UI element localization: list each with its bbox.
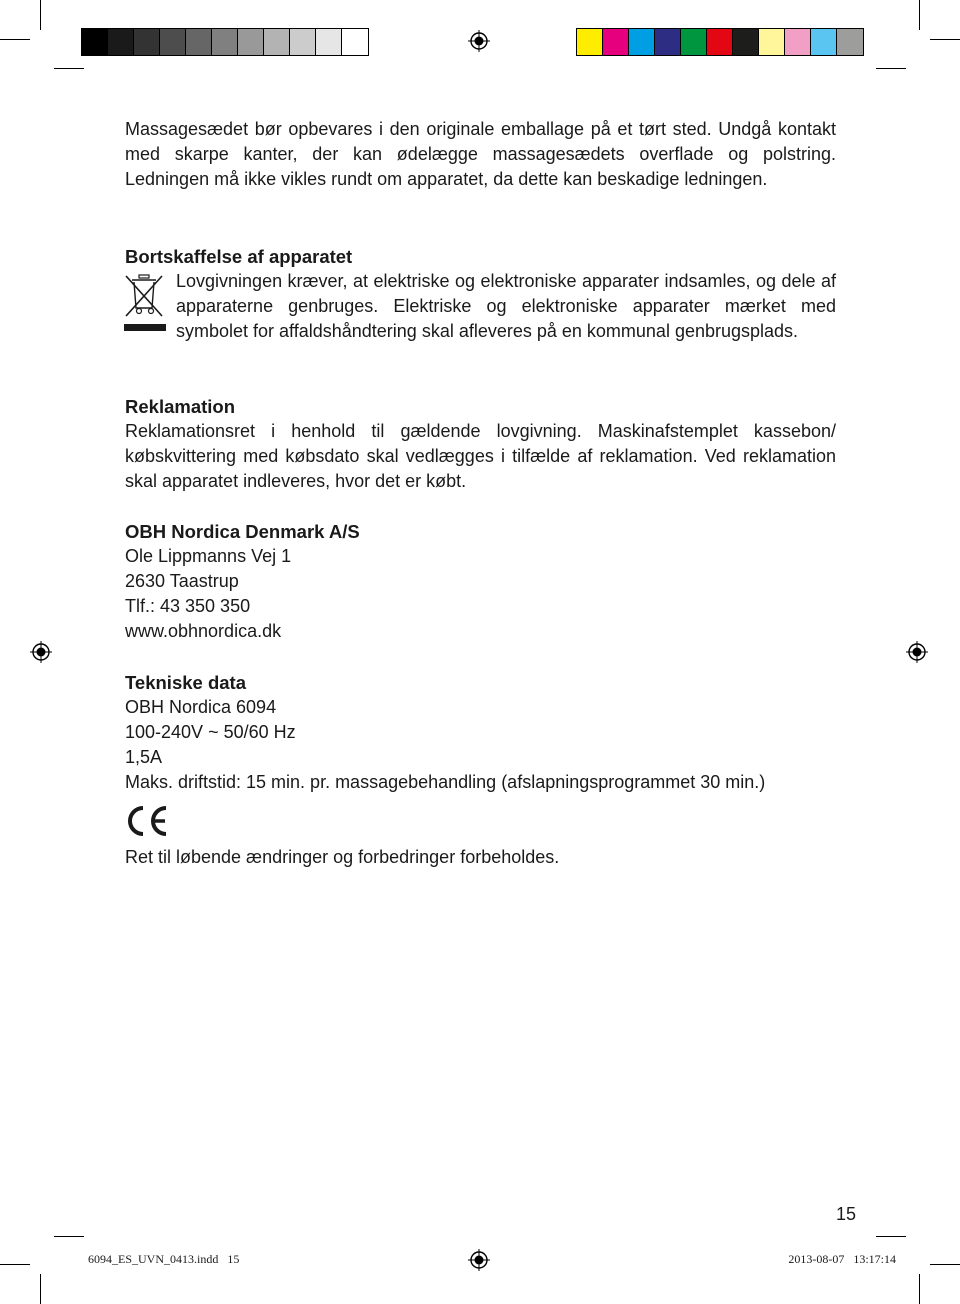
color-swatch (82, 29, 108, 55)
color-swatch (655, 29, 681, 55)
crop-mark (930, 39, 960, 40)
disclaimer: Ret til løbende ændringer og forbedringer forbeholdes. (125, 847, 560, 867)
crop-mark (876, 1236, 906, 1237)
color-swatch (186, 29, 212, 55)
color-swatch (134, 29, 160, 55)
company-name: OBH Nordica Denmark A/S (125, 521, 360, 542)
crop-mark (930, 1264, 960, 1265)
color-swatch (811, 29, 837, 55)
color-swatch (629, 29, 655, 55)
grayscale-color-bar (81, 28, 369, 56)
crop-mark (876, 68, 906, 69)
slug-timestamp: 2013-08-07 13:17:14 (788, 1252, 896, 1266)
company-website: www.obhnordica.dk (125, 621, 282, 641)
specs-current: 1,5A (125, 747, 163, 767)
color-swatch (681, 29, 707, 55)
specs-voltage: 100-240V ~ 50/60 Hz (125, 722, 296, 742)
color-swatch (108, 29, 134, 55)
company-city: 2630 Taastrup (125, 571, 239, 591)
disposal-paragraph: Lovgivningen kræver, at elektriske og elektroniske apparater indsamles, og dele af apparaterne genbruges. Elektriske og elektroniske apparater mærket med symbolet for affaldshåndtering skal afleveres på en kommunal genbrugsplads. (176, 271, 836, 341)
crop-mark (40, 1274, 41, 1304)
color-swatch (264, 29, 290, 55)
warranty-paragraph: Reklamationsret i henhold til gældende lovgivning. Maskinafstemplet kassebon/ købskvittering med købsdato skal vedlægges i tilfælde af reklamation. Ved reklamation skal apparatet indleveres, hvor det er købt. (125, 421, 836, 491)
color-swatch (290, 29, 316, 55)
color-swatch (316, 29, 342, 55)
process-color-bar (576, 28, 864, 56)
registration-mark-icon (30, 641, 52, 663)
color-swatch (238, 29, 264, 55)
weee-crossed-bin-icon (124, 272, 168, 334)
specs-heading: Tekniske data (125, 672, 246, 693)
specs-runtime: Maks. driftstid: 15 min. pr. massagebehandling (afslapningsprogrammet 30 min.) (125, 772, 766, 792)
registration-mark-icon (468, 30, 490, 52)
crop-mark (0, 1264, 30, 1265)
color-swatch (759, 29, 785, 55)
company-contact (125, 519, 836, 644)
color-swatch (837, 29, 863, 55)
crop-mark (54, 68, 84, 69)
slug-filename: 6094_ES_UVN_0413.indd 15 (88, 1252, 240, 1266)
storage-paragraph: Massagesædet bør opbevares i den originale emballage på et tørt sted. Undgå kontakt med skarpe kanter, der kan ødelægge massagesædets overflade og polstring. Ledningen må ikke vikles rundt om apparatet, da dette kan beskadige ledningen. (125, 119, 836, 189)
page-number: 15 (835, 1204, 856, 1224)
ce-mark-icon (124, 804, 170, 838)
crop-mark (919, 1274, 920, 1304)
color-swatch (577, 29, 603, 55)
color-swatch (785, 29, 811, 55)
specs-model: OBH Nordica 6094 (125, 697, 277, 717)
crop-mark (54, 1236, 84, 1237)
color-swatch (212, 29, 238, 55)
color-swatch (342, 29, 368, 55)
registration-mark-icon (906, 641, 928, 663)
warranty-heading: Reklamation (125, 396, 236, 417)
color-swatch (603, 29, 629, 55)
company-phone: Tlf.: 43 350 350 (125, 596, 251, 616)
color-swatch (707, 29, 733, 55)
crop-mark (40, 0, 41, 30)
technical-data (125, 670, 836, 795)
disposal-heading: Bortskaffelse af apparatet (125, 246, 353, 267)
registration-mark-icon (468, 1249, 490, 1271)
crop-mark (919, 0, 920, 30)
company-address: Ole Lippmanns Vej 1 (125, 546, 292, 566)
color-swatch (733, 29, 759, 55)
crop-mark (0, 39, 30, 40)
color-swatch (160, 29, 186, 55)
